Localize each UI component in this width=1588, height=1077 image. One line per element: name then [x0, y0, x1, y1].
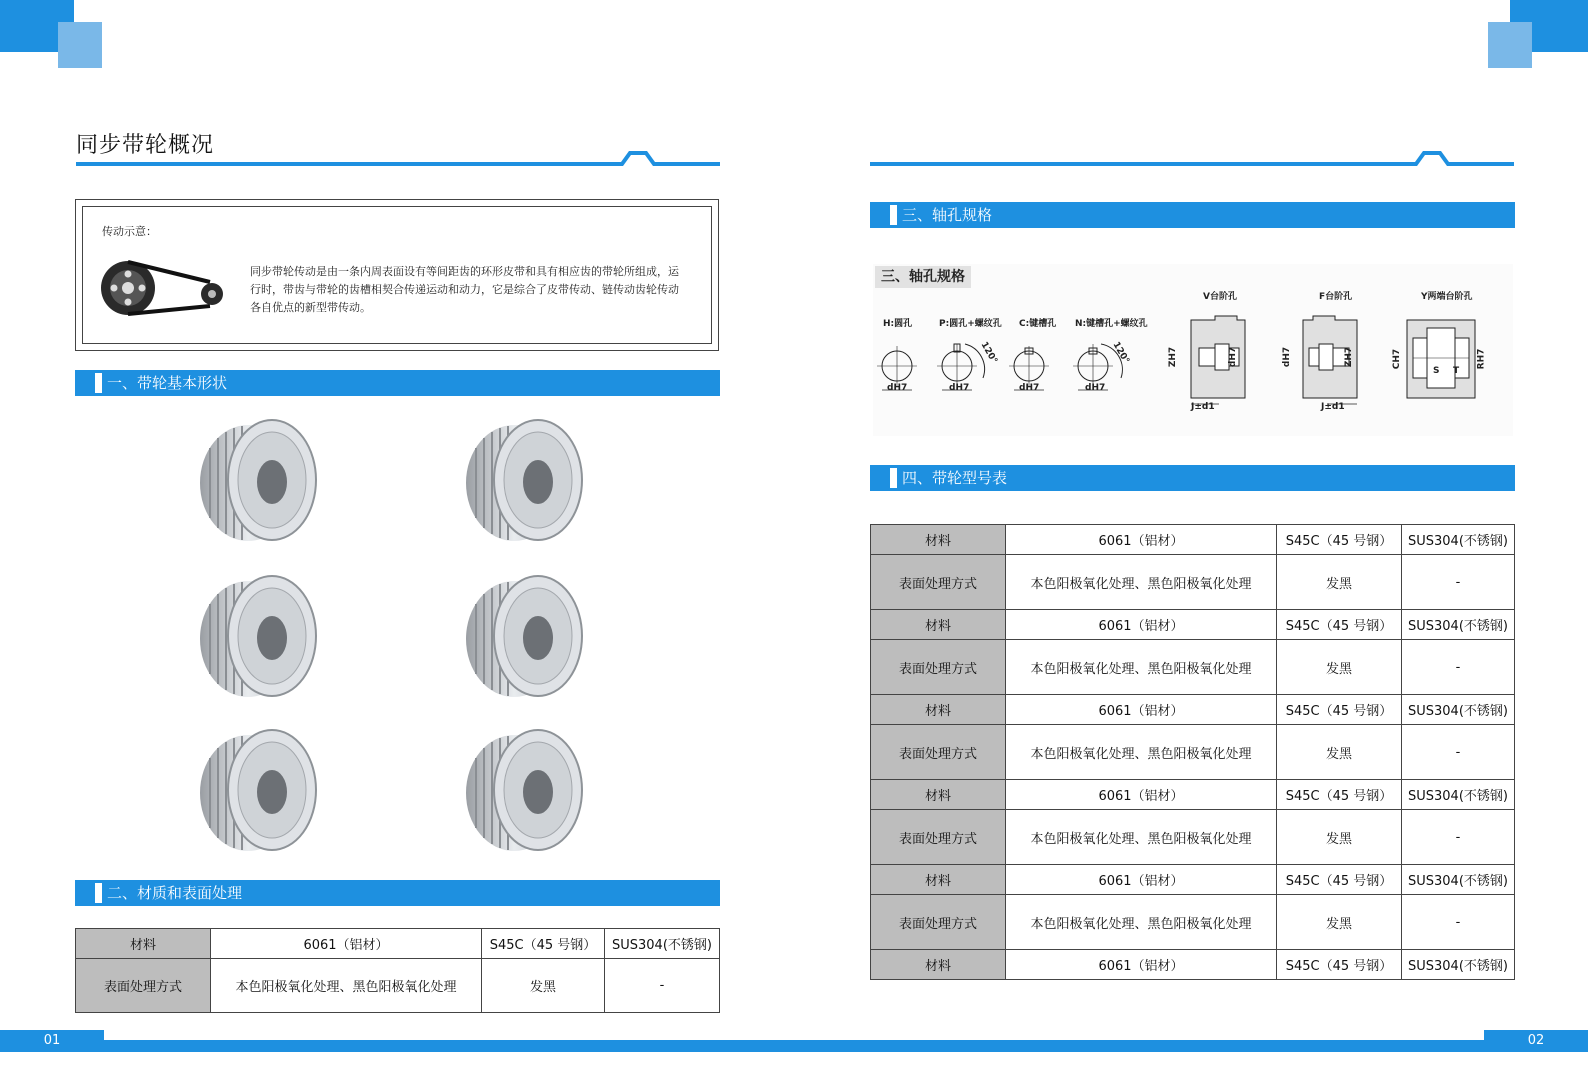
- table-cell: SUS304(不锈钢): [1402, 525, 1515, 555]
- intro-text: 同步带轮传动是由一条内周表面设有等间距齿的环形皮带和具有相应齿的带轮所组成，运行时，带齿与带轮的齿槽相契合传递运动和动力，它是综合了皮带传动、链传动齿轮传动各自优点的新型带传动。: [250, 265, 679, 314]
- table-cell: 发黑: [1277, 725, 1402, 780]
- table-cell: SUS304(不锈钢): [1402, 950, 1515, 980]
- dim-label: CH7: [1392, 348, 1403, 370]
- section-bar-shaft: [870, 202, 1515, 228]
- table-cell: 本色阳极氧化处理、黑色阳极氧化处理: [1006, 555, 1277, 610]
- table-cell: 表面处理方式: [871, 725, 1006, 780]
- table-cell: 材料: [871, 950, 1006, 980]
- table-cell: 本色阳极氧化处理、黑色阳极氧化处理: [1006, 725, 1277, 780]
- shaft-label-p: P:圆孔+螺纹孔: [939, 319, 1002, 329]
- model-table: [870, 524, 1515, 980]
- section-title-shape: 一、带轮基本形状: [107, 374, 228, 392]
- footer-rule: [0, 1040, 1588, 1052]
- table-row: [871, 865, 1515, 895]
- f-step-hole-drawing: [1297, 314, 1365, 406]
- section-tick: [890, 468, 897, 488]
- table-cell: 材料: [871, 695, 1006, 725]
- dim-label: J±d1: [1191, 402, 1215, 412]
- header-rule-left: [74, 148, 722, 170]
- table-cell: S45C（45 号钢）: [1277, 695, 1402, 725]
- dim-label: 120°: [978, 340, 999, 366]
- table-cell: 材料: [871, 610, 1006, 640]
- section-bar-model: [870, 465, 1515, 491]
- table-cell: SUS304(不锈钢): [605, 929, 720, 959]
- table-cell: 本色阳极氧化处理、黑色阳极氧化处理: [1006, 895, 1277, 950]
- y-step-hole-drawing: [1403, 314, 1479, 406]
- table-cell: -: [1402, 640, 1515, 695]
- table-cell: -: [1402, 810, 1515, 865]
- table-cell: S45C（45 号钢）: [1277, 950, 1402, 980]
- dim-label: 120°: [1110, 340, 1131, 366]
- table-cell: SUS304(不锈钢): [1402, 695, 1515, 725]
- shaft-hole-diagram: [873, 264, 1513, 436]
- table-cell: -: [1402, 895, 1515, 950]
- table-cell: 本色阳极氧化处理、黑色阳极氧化处理: [1006, 810, 1277, 865]
- dim-label: dH7: [887, 383, 908, 393]
- table-cell: 6061（铝材）: [1006, 695, 1277, 725]
- table-cell: S45C（45 号钢）: [1277, 525, 1402, 555]
- table-row: [871, 555, 1515, 610]
- table-cell: 6061（铝材）: [1006, 950, 1277, 980]
- table-row: [871, 695, 1515, 725]
- table-cell: 6061（铝材）: [1006, 865, 1277, 895]
- table-cell: 发黑: [1277, 810, 1402, 865]
- table-cell: 6061（铝材）: [1006, 780, 1277, 810]
- table-row: [871, 640, 1515, 695]
- table-cell: 表面处理方式: [871, 895, 1006, 950]
- dim-label: dH7: [1085, 383, 1106, 393]
- table-cell: 材料: [871, 865, 1006, 895]
- table-row: [871, 610, 1515, 640]
- page-number-left: 01: [0, 1030, 104, 1052]
- table-cell: 发黑: [1277, 555, 1402, 610]
- dim-label: dH7: [1019, 383, 1040, 393]
- v-step-hole-drawing: [1185, 314, 1253, 406]
- intro-label: 传动示意：: [102, 225, 157, 238]
- table-row: [871, 895, 1515, 950]
- table-row: [871, 725, 1515, 780]
- table-cell: 6061（铝材）: [211, 929, 482, 959]
- dim-label: ZH7: [1344, 346, 1355, 368]
- table-cell: -: [605, 959, 720, 1013]
- section-tick: [890, 205, 897, 225]
- pulley-image: [462, 418, 592, 548]
- table-cell: 本色阳极氧化处理、黑色阳极氧化处理: [211, 959, 482, 1013]
- table-row: [871, 810, 1515, 865]
- section-bar-material: [75, 880, 720, 906]
- dim-label: dH7: [1228, 346, 1239, 368]
- table-cell: 材料: [871, 780, 1006, 810]
- table-row: [76, 929, 720, 959]
- corner-deco-right-square: [1488, 22, 1532, 68]
- dim-label: T: [1453, 366, 1460, 376]
- dim-label: ZH7: [1168, 346, 1179, 368]
- table-cell: S45C（45 号钢）: [1277, 865, 1402, 895]
- section-title-shaft: 三、轴孔规格: [902, 206, 993, 224]
- table-cell: S45C（45 号钢）: [1277, 780, 1402, 810]
- dim-label: dH7: [949, 383, 970, 393]
- section-title-material: 二、材质和表面处理: [107, 884, 243, 902]
- pulley-image: [196, 728, 326, 858]
- table-cell: 表面处理方式: [871, 555, 1006, 610]
- table-cell: -: [1402, 555, 1515, 610]
- table-cell: 发黑: [482, 959, 605, 1013]
- pulley-image: [462, 728, 592, 858]
- shaft-label-n: N:键槽孔+螺纹孔: [1075, 319, 1148, 329]
- table-row: [871, 950, 1515, 980]
- table-row: [76, 959, 720, 1013]
- pulley-image: [462, 574, 592, 704]
- table-cell: 发黑: [1277, 640, 1402, 695]
- shaft-label-v: V台阶孔: [1203, 292, 1237, 302]
- dim-label: RH7: [1476, 348, 1487, 370]
- dim-label: S: [1433, 366, 1440, 376]
- section-bar-shape: [75, 370, 720, 396]
- table-cell: SUS304(不锈钢): [1402, 865, 1515, 895]
- header-rule-right: [868, 148, 1516, 170]
- table-cell: 材料: [76, 929, 211, 959]
- pulley-image: [196, 418, 326, 548]
- table-cell: 表面处理方式: [871, 640, 1006, 695]
- table-cell: 6061（铝材）: [1006, 610, 1277, 640]
- pulley-image: [196, 574, 326, 704]
- table-cell: 发黑: [1277, 895, 1402, 950]
- table-cell: 表面处理方式: [76, 959, 211, 1013]
- corner-deco-left-square: [58, 22, 102, 68]
- shaft-label-h: H:圆孔: [883, 319, 913, 329]
- table-cell: 材料: [871, 525, 1006, 555]
- material-table: [75, 928, 720, 1013]
- shaft-label-y: Y两端台阶孔: [1421, 292, 1473, 302]
- dim-label: dH7: [1282, 346, 1293, 368]
- table-cell: 6061（铝材）: [1006, 525, 1277, 555]
- table-cell: -: [1402, 725, 1515, 780]
- table-cell: SUS304(不锈钢): [1402, 780, 1515, 810]
- page-title: 同步带轮概况: [76, 133, 215, 158]
- table-cell: 表面处理方式: [871, 810, 1006, 865]
- section-title-model: 四、带轮型号表: [902, 469, 1008, 487]
- section-tick: [95, 373, 102, 393]
- table-row: [871, 525, 1515, 555]
- table-cell: S45C（45 号钢）: [1277, 610, 1402, 640]
- page-number-right: 02: [1484, 1030, 1588, 1052]
- shaft-label-f: F台阶孔: [1319, 292, 1353, 302]
- table-row: [871, 780, 1515, 810]
- dim-label: J±d1: [1321, 402, 1345, 412]
- table-cell: 本色阳极氧化处理、黑色阳极氧化处理: [1006, 640, 1277, 695]
- shaft-label-c: C:键槽孔: [1019, 319, 1057, 329]
- section-tick: [95, 883, 102, 903]
- shaft-diagram-heading: 三、轴孔规格: [875, 266, 971, 288]
- table-cell: S45C（45 号钢）: [482, 929, 605, 959]
- table-cell: SUS304(不锈钢): [1402, 610, 1515, 640]
- belt-drive-illustration: [98, 260, 228, 316]
